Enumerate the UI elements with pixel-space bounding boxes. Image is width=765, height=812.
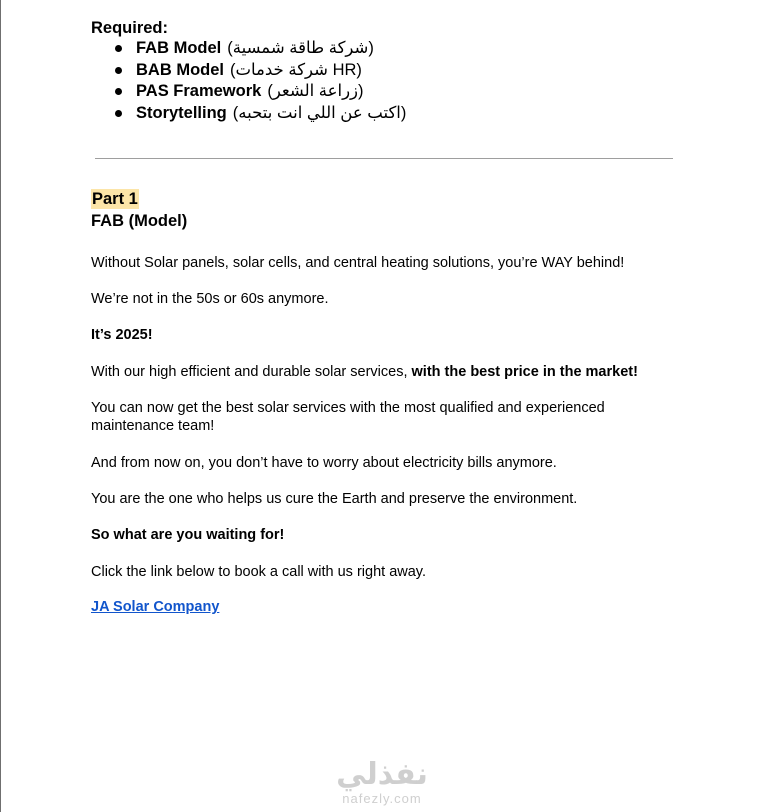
paragraph-8: So what are you waiting for! <box>91 527 285 543</box>
required-item-fab <box>91 38 406 60</box>
required-list <box>91 38 406 124</box>
required-item-bab <box>91 60 406 82</box>
bullet-icon <box>115 67 122 74</box>
required-heading: Required: <box>91 19 169 37</box>
paragraph-1: Without Solar panels, solar cells, and central heating solutions, you’re WAY behind! <box>91 255 625 271</box>
watermark-latin: nafezly.com <box>342 791 422 806</box>
required-item-pas <box>91 81 406 103</box>
section-title: FAB (Model) <box>91 212 188 230</box>
paragraph-3: It’s 2025! <box>91 327 153 343</box>
paragraph-4-normal: With our high efficient and durable solar services, <box>91 364 412 380</box>
paragraph-9: Click the link below to book a call with us right away. <box>91 564 426 580</box>
bullet-icon <box>115 88 122 95</box>
paragraph-6: And from now on, you don’t have to worry about electricity bills anymore. <box>91 455 557 471</box>
required-item-name: FAB Model <box>136 39 222 57</box>
bullet-icon <box>115 45 122 52</box>
required-item-note: (زراعة الشعر) <box>267 82 364 100</box>
paragraph-5: You can now get the best solar services with the most qualified and experienced maintenance team! <box>91 400 605 434</box>
required-item-note: (شركة خدمات HR) <box>230 60 362 79</box>
page-left-edge <box>0 0 1 812</box>
required-item-name: Storytelling <box>136 103 227 122</box>
required-item-storytelling <box>91 103 406 125</box>
required-item-name: PAS Framework <box>136 82 262 100</box>
paragraph-2: We’re not in the 50s or 60s anymore. <box>91 291 329 307</box>
watermark-logo <box>330 758 434 806</box>
required-item-note: (شركة طاقة شمسية) <box>227 39 374 57</box>
paragraph-7: You are the one who helps us cure the Earth and preserve the environment. <box>91 491 578 507</box>
required-item-note: (اكتب عن اللي انت بتحبه) <box>232 103 407 122</box>
watermark-arabic: نفذلي <box>336 758 428 791</box>
paragraph-4 <box>91 363 681 381</box>
bullet-icon <box>115 110 122 117</box>
required-item-name: BAB Model <box>136 60 224 79</box>
horizontal-divider <box>95 158 673 159</box>
paragraph-4-bold: with the best price in the market! <box>411 364 638 380</box>
company-link[interactable]: JA Solar Company <box>91 599 220 615</box>
part-label: Part 1 <box>92 190 138 208</box>
